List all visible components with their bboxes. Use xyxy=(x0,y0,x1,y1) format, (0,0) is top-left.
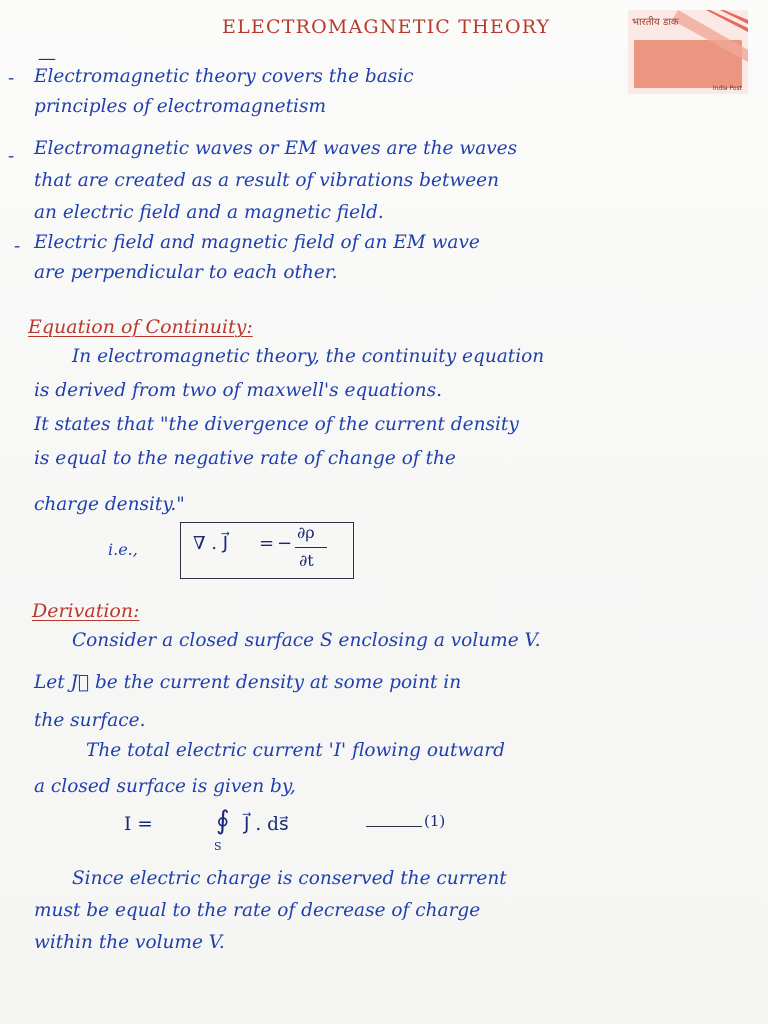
continuity-line4: is equal to the negative rate of change of the xyxy=(34,448,456,469)
bullet2-line2: that are created as a result of vibrations between xyxy=(34,170,500,191)
derivation-line3: the surface. xyxy=(34,710,146,731)
bullet3-line1: Electric field and magnetic field of an EM wave xyxy=(34,232,480,253)
equation-lhs: ∇ . J⃗ xyxy=(193,533,229,554)
ie-label: i.e., xyxy=(108,540,138,559)
equation-minus: − xyxy=(277,533,293,554)
stamp-hindi-text: भारतीय डाक xyxy=(632,17,679,28)
bullet1-line1: Electromagnetic theory covers the basic xyxy=(34,66,414,87)
derivation-line4: The total electric current 'I' flowing outward xyxy=(86,740,505,761)
derivation-line5: a closed surface is given by, xyxy=(34,776,296,797)
equation-denominator: ∂t xyxy=(299,551,314,570)
equation-equals: = xyxy=(259,533,275,554)
equation-number: (1) xyxy=(424,812,446,830)
continuity-line5: charge density." xyxy=(34,494,185,515)
derivation-line2: Let J⃗ be the current density at some point in xyxy=(34,672,462,693)
bullet1-line2: principles of electromagnetism xyxy=(34,96,326,117)
continuity-line3: It states that "the divergence of the current density xyxy=(34,414,519,435)
continuity-line1: In electromagnetic theory, the continuity equation xyxy=(72,346,545,367)
integral-subscript: S xyxy=(214,840,222,853)
page-title: ELECTROMAGNETIC THEORY xyxy=(222,16,551,38)
fraction-bar xyxy=(295,547,327,548)
section-heading-derivation: Derivation: xyxy=(32,600,140,622)
india-post-stamp xyxy=(628,10,748,94)
closing-line1: Since electric charge is conserved the current xyxy=(72,868,507,889)
equation-numerator: ∂ρ xyxy=(297,523,315,542)
bullet-dash-1: - xyxy=(8,68,15,89)
continuity-equation-box xyxy=(180,522,354,579)
bullet2-line3: an electric field and a magnetic field. xyxy=(34,202,384,223)
closing-line2: must be equal to the rate of decrease of charge xyxy=(34,900,481,921)
margin-dash: — xyxy=(38,48,56,69)
derivation-line1: Consider a closed surface S enclosing a volume V. xyxy=(72,630,541,651)
continuity-line2: is derived from two of maxwell's equations. xyxy=(34,380,442,401)
closing-line3: within the volume V. xyxy=(34,932,225,953)
equation-number-line xyxy=(366,826,422,827)
surface-integral-icon: ∮ xyxy=(216,806,230,836)
bullet3-line2: are perpendicular to each other. xyxy=(34,262,338,283)
formula-lhs: I = xyxy=(124,814,153,835)
stamp-brand: India Post xyxy=(712,85,742,92)
bullet-dash-2: - xyxy=(8,146,15,167)
formula-integrand: J⃗ . ds⃗ xyxy=(244,814,289,835)
bullet2-line1: Electromagnetic waves or EM waves are the waves xyxy=(34,138,518,159)
bullet-dash-3: - xyxy=(14,236,21,257)
section-heading-continuity: Equation of Continuity: xyxy=(28,316,253,338)
